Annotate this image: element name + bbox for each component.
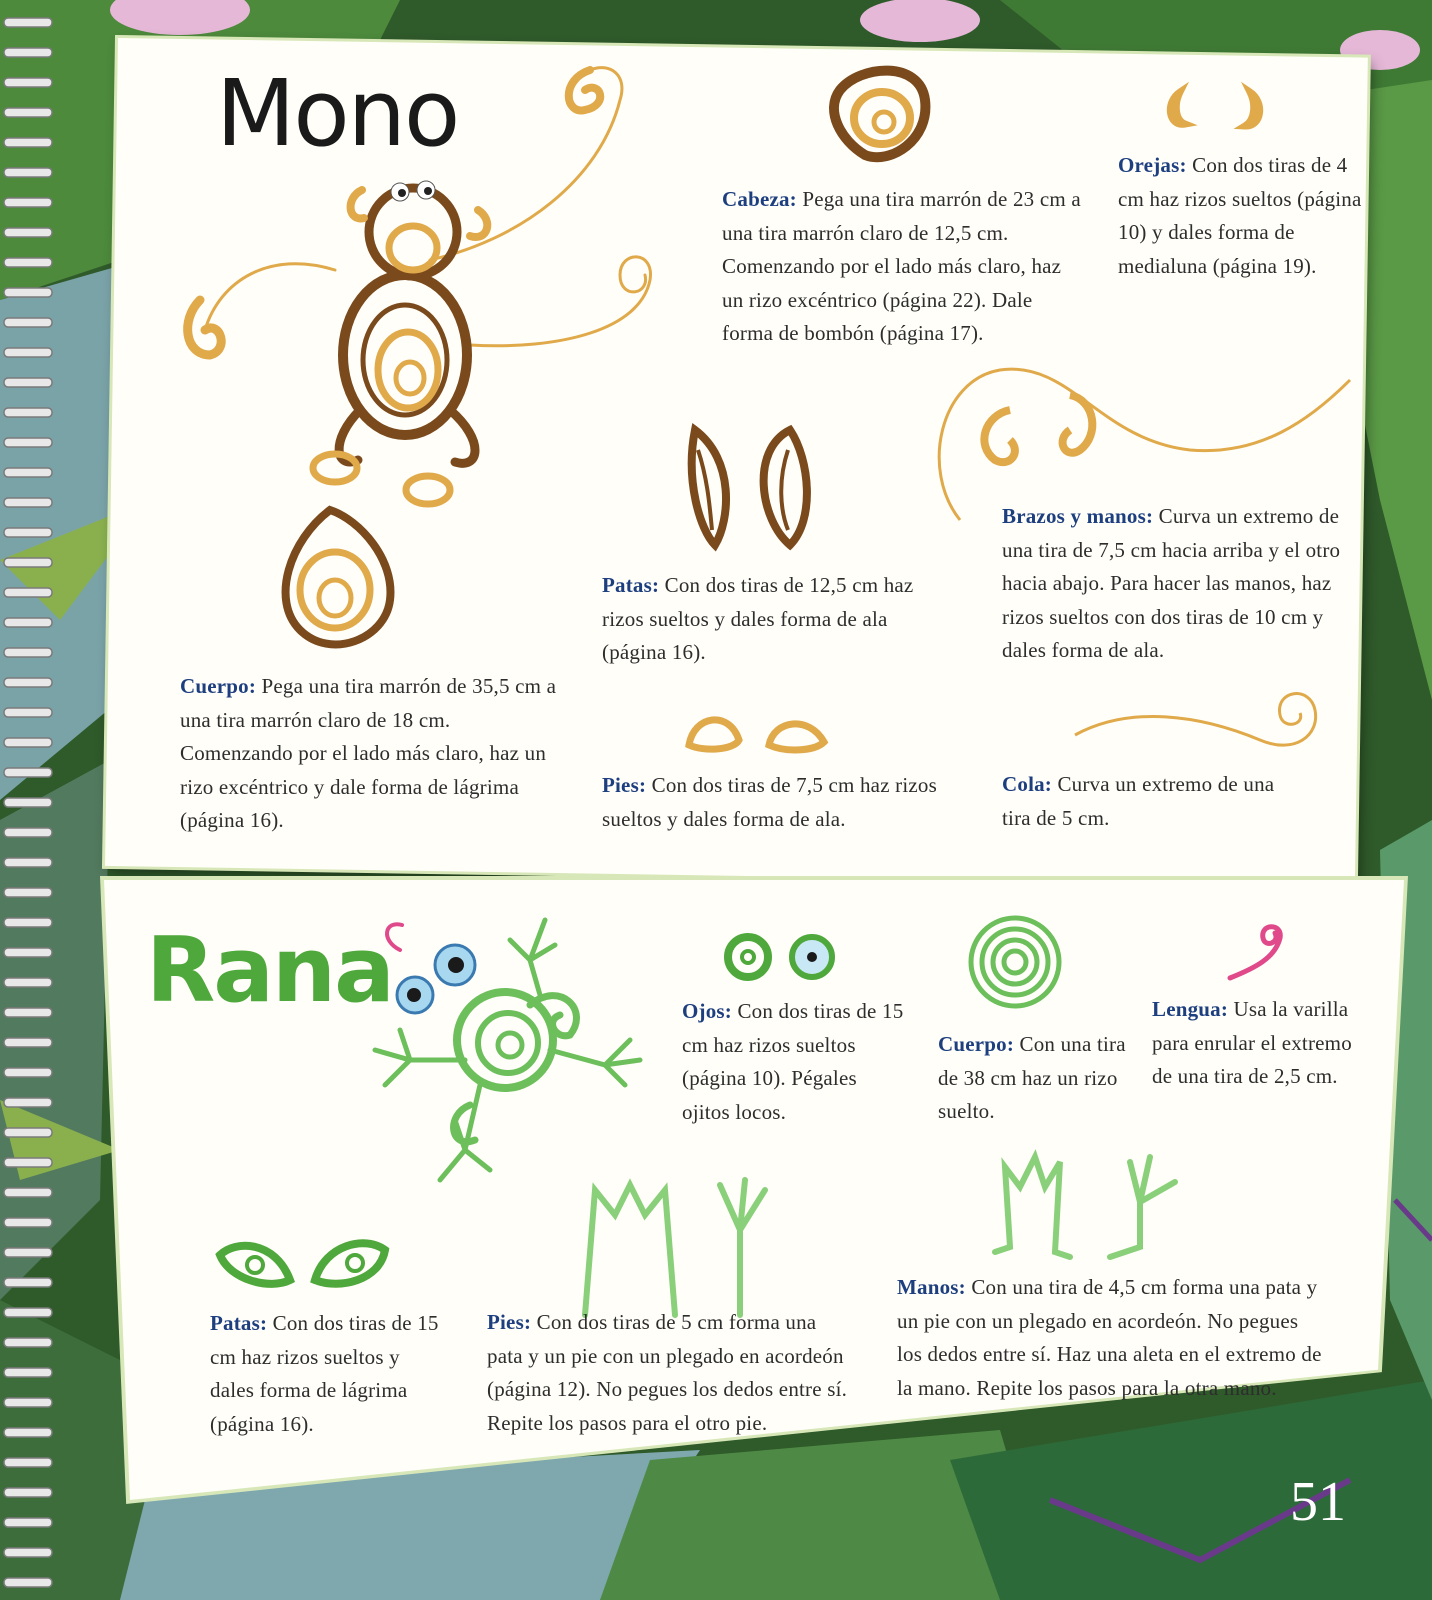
rana-cuerpo-label: Cuerpo: bbox=[938, 1032, 1015, 1056]
rana-lengua-text bbox=[1152, 993, 1362, 1094]
rana-pies-text bbox=[487, 1306, 855, 1440]
mono-patas-text bbox=[602, 569, 944, 670]
mono-cuerpo-label: Cuerpo: bbox=[180, 674, 257, 698]
rana-manos-text bbox=[897, 1271, 1327, 1405]
mono-orejas-body: Con dos tiras de 4 cm haz rizos sueltos (página 10) y dales forma de medialuna (página 19). bbox=[1118, 153, 1362, 278]
mono-patas-body: Con dos tiras de 12,5 cm haz rizos sueltos y dales forma de ala (página 16). bbox=[602, 573, 914, 664]
mono-pies-body: Con dos tiras de 7,5 cm haz rizos sueltos y dales forma de ala. bbox=[602, 773, 937, 831]
monkey-head-piece bbox=[820, 60, 940, 170]
frog-legs-piece bbox=[215, 1235, 390, 1295]
monkey-illustration bbox=[170, 60, 670, 660]
title-mono: Mono bbox=[216, 60, 459, 167]
frog-feet-piece bbox=[580, 1170, 800, 1320]
frog-hands-piece bbox=[990, 1152, 1200, 1262]
rana-patas-body: Con dos tiras de 15 cm haz rizos sueltos y dales forma de lágrima (página 16). bbox=[210, 1311, 439, 1436]
frog-body-piece bbox=[965, 912, 1065, 1012]
rana-patas-text bbox=[210, 1307, 448, 1441]
rana-manos-body: Con una tira de 4,5 cm forma una pata y un pie con un plegado en acordeón. No pegues los dedos entre sí. Haz una aleta en el extremo de la mano. Repite los pasos para la otra mano. bbox=[897, 1275, 1322, 1400]
rana-lengua-label: Lengua: bbox=[1152, 997, 1229, 1021]
rana-cuerpo-body: Con una tira de 38 cm haz un rizo suelto. bbox=[938, 1032, 1126, 1123]
rana-lengua-body: Usa la varilla para enrular el extremo de una tira de 2,5 cm. bbox=[1152, 997, 1352, 1088]
mono-cuerpo-body: Pega una tira marrón de 35,5 cm a una tira marrón claro de 18 cm. Comenzando por el lado más claro, haz un rizo excéntrico y dale forma de lágrima (página 16). bbox=[180, 674, 557, 832]
rana-ojos-body: Con dos tiras de 15 cm haz rizos sueltos (página 10). Pégales ojitos locos. bbox=[682, 999, 904, 1124]
frog-tongue-piece bbox=[1225, 918, 1295, 988]
rana-patas-label: Patas: bbox=[210, 1311, 268, 1335]
mono-cabeza-body: Pega una tira marrón de 23 cm a una tira marrón claro de 12,5 cm. Comenzando por el lado más claro, haz un rizo excéntrico (página 22). Dale forma de bombón (página 17). bbox=[722, 187, 1081, 345]
mono-patas-label: Patas: bbox=[602, 573, 660, 597]
monkey-ears-piece bbox=[1160, 82, 1280, 142]
title-rana: Rana bbox=[146, 918, 393, 1023]
mono-pies-label: Pies: bbox=[602, 773, 647, 797]
frog-eyes-piece bbox=[720, 930, 840, 985]
rana-ojos-label: Ojos: bbox=[682, 999, 732, 1023]
mono-cola-label: Cola: bbox=[1002, 772, 1052, 796]
rana-cuerpo-text bbox=[938, 1028, 1133, 1129]
mono-brazos-body: Curva un extremo de una tira de 7,5 cm hacia arriba y el otro hacia abajo. Para hacer las manos, haz rizos sueltos con dos tiras de 10 cm y dales forma de ala. bbox=[1002, 504, 1341, 662]
mono-cabeza-label: Cabeza: bbox=[722, 187, 797, 211]
rana-pies-label: Pies: bbox=[487, 1310, 532, 1334]
mono-orejas-label: Orejas: bbox=[1118, 153, 1187, 177]
spiral-binding bbox=[0, 0, 60, 1600]
monkey-feet-piece bbox=[684, 710, 834, 760]
mono-cola-body: Curva un extremo de una tira de 5 cm. bbox=[1002, 772, 1275, 830]
rana-manos-label: Manos: bbox=[897, 1275, 966, 1299]
mono-brazos-label: Brazos y manos: bbox=[1002, 504, 1154, 528]
mono-cabeza-text bbox=[722, 183, 1082, 351]
monkey-legs-piece bbox=[680, 420, 830, 555]
mono-cola-text bbox=[1002, 768, 1282, 835]
mono-orejas-text bbox=[1118, 149, 1364, 283]
mono-brazos-text bbox=[1002, 500, 1354, 668]
monkey-tail-piece bbox=[1070, 685, 1330, 765]
page-number: 51 bbox=[1290, 1471, 1346, 1533]
rana-pies-body: Con dos tiras de 5 cm forma una pata y un pie con un plegado en acordeón (página 12). No pegues los dedos entre sí. Repite los pasos para el otro pie. bbox=[487, 1310, 848, 1435]
mono-pies-text bbox=[602, 769, 970, 836]
rana-ojos-text bbox=[682, 995, 904, 1129]
mono-cuerpo-text bbox=[180, 670, 558, 838]
frog-illustration bbox=[360, 910, 660, 1210]
